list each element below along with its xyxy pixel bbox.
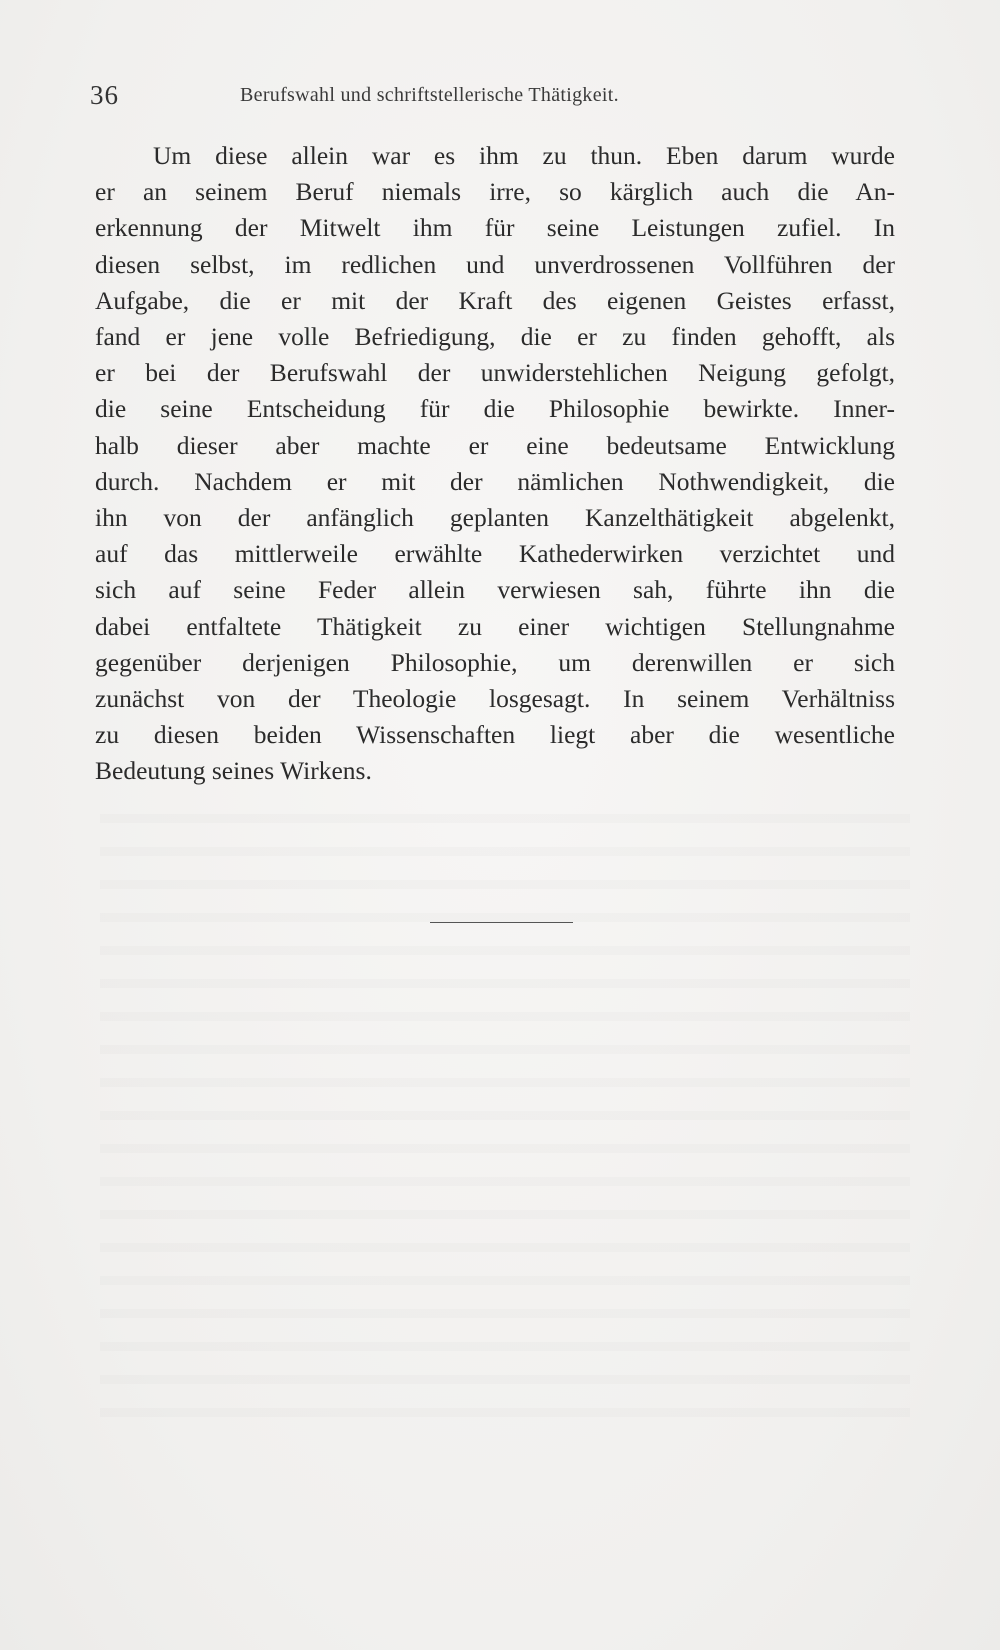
text-line: halb dieser aber machte er eine bedeutsame Entwicklung: [95, 430, 895, 460]
text-line: ihn von der anfänglich geplanten Kanzelthätigkeit abgelenkt,: [95, 503, 895, 533]
text-line: gegenüber derjenigen Philosophie, um derenwillen er sich: [95, 647, 895, 677]
text-line: die seine Entscheidung für die Philosophie bewirkte. Inner-: [95, 394, 895, 424]
body-paragraph: [95, 138, 895, 790]
text-line: zu diesen beiden Wissenschaften liegt aber die wesentliche: [95, 720, 895, 750]
text-line: er an seinem Beruf niemals irre, so kärglich auch die An-: [95, 177, 895, 207]
text-line: er bei der Berufswahl der unwiderstehlichen Neigung gefolgt,: [95, 358, 895, 388]
text-line: erkennung der Mitwelt ihm für seine Leistungen zufiel. In: [95, 213, 895, 243]
running-head: [90, 80, 900, 110]
text-line: diesen selbst, im redlichen und unverdrossenen Vollführen der: [95, 249, 895, 279]
text-line: Bedeutung seines Wirkens.: [95, 756, 372, 786]
text-line: Um diese allein war es ihm zu thun. Eben darum wurde: [153, 141, 895, 170]
running-title: Berufswahl und schriftstellerische Thätigkeit.: [240, 84, 619, 106]
text-line: durch. Nachdem er mit der nämlichen Nothwendigkeit, die: [95, 466, 895, 496]
text-line: auf das mittlerweile erwählte Kathederwirken verzichtet und: [95, 539, 895, 569]
text-line: fand er jene volle Befriedigung, die er zu finden gehofft, als: [95, 322, 895, 352]
show-through-texture: [100, 790, 910, 1430]
text-line: dabei entfaltete Thätigkeit zu einer wichtigen Stellungnahme: [95, 611, 895, 641]
text-line: zunächst von der Theologie losgesagt. In seinem Verhältniss: [95, 684, 895, 714]
page-number: 36: [90, 80, 119, 110]
section-end-rule: [430, 922, 573, 923]
text-line: sich auf seine Feder allein verwiesen sah, führte ihn die: [95, 575, 895, 605]
text-line: Aufgabe, die er mit der Kraft des eigenen Geistes erfasst,: [95, 285, 895, 315]
